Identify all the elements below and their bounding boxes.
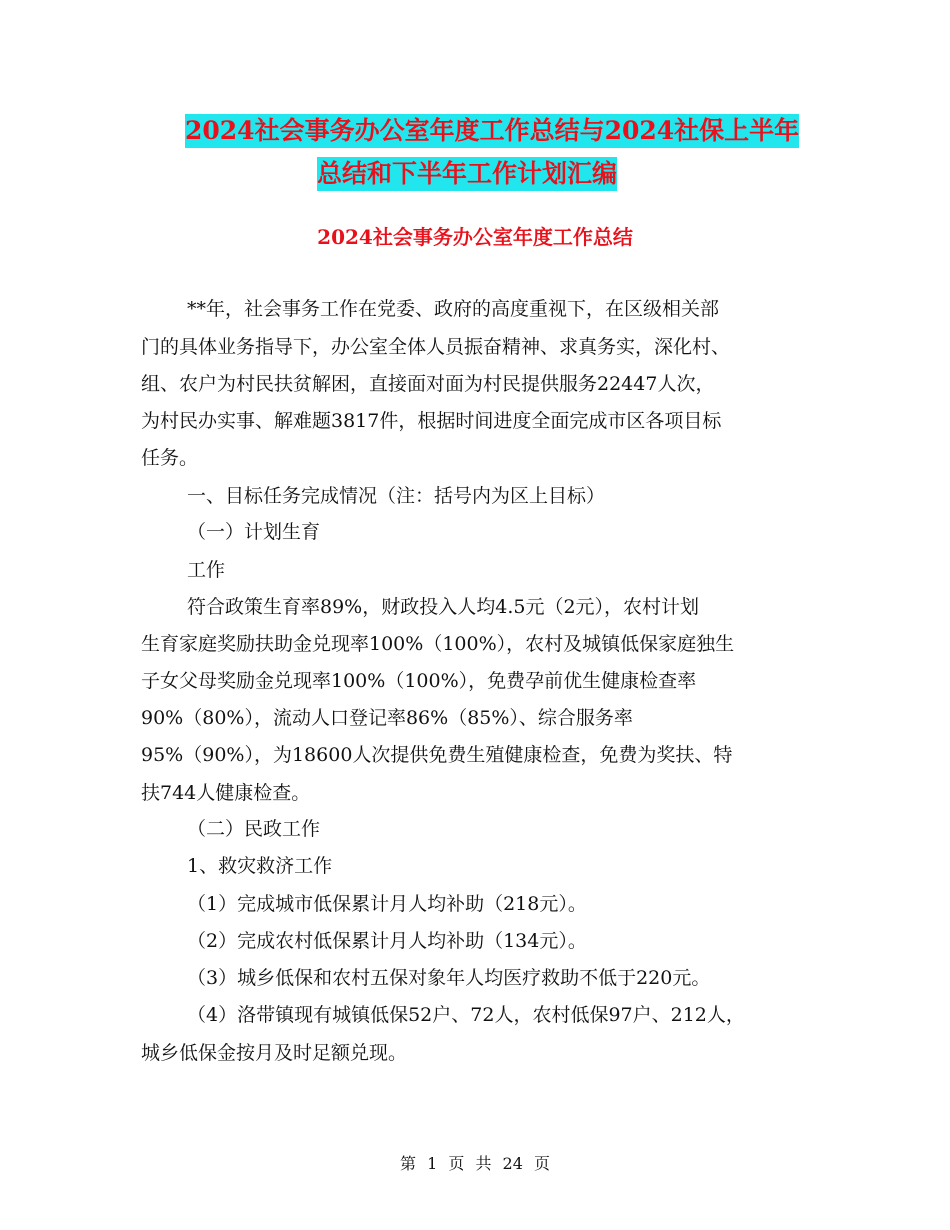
list-item: （3）城乡低保和农村五保对象年人均医疗救助不低于220元。 — [187, 967, 711, 989]
body-line: 扶744人健康检查。 — [141, 782, 311, 804]
body-line: 生育家庭奖励扶助金兑现率100%（100%），农村及城镇低保家庭独生 — [141, 633, 735, 655]
body-line: 工作 — [187, 559, 226, 581]
list-item: （2）完成农村低保累计月人均补助（134元）。 — [187, 930, 587, 952]
body-line: 门的具体业务指导下，办公室全体人员振奋精神、求真务实，深化村、 — [141, 336, 731, 358]
body-line: 子女父母奖励金兑现率100%（100%），免费孕前优生健康检查率 — [141, 670, 697, 692]
list-item: （4）洛带镇现有城镇低保52户、72人，农村低保97户、212人， — [187, 1004, 745, 1026]
body-line: **年，社会事务工作在党委、政府的高度重视下，在区级相关部 — [187, 298, 720, 320]
body-line: 组、农户为村民扶贫解困，直接面对面为村民提供服务22447人次， — [141, 373, 715, 395]
heading-disaster-relief: 1、救灾救济工作 — [187, 855, 333, 877]
page-footer: 第 1 页 共 24 页 — [400, 1154, 550, 1173]
list-item: （1）完成城市低保累计月人均补助（218元）。 — [187, 893, 587, 915]
body-line: 95%（90%），为18600人次提供免费生殖健康检查，免费为奖扶、特 — [141, 744, 733, 766]
body-line: 符合政策生育率89%，财政投入人均4.5元（2元），农村计划 — [187, 596, 700, 618]
heading-family-planning: （一）计划生育 — [187, 521, 321, 543]
main-title-line-1: 2024社会事务办公室年度工作总结与2024社保上半年 — [185, 114, 799, 148]
heading-civil-affairs: （二）民政工作 — [187, 818, 321, 840]
heading-goals: 一、目标任务完成情况（注：括号内为区上目标） — [187, 485, 606, 507]
body-line: 90%（80%），流动人口登记率86%（85%）、综合服务率 — [141, 707, 633, 729]
section-title: 2024社会事务办公室年度工作总结 — [317, 225, 633, 249]
body-line: 任务。 — [141, 447, 199, 469]
main-title-line-2: 总结和下半年工作计划汇编 — [317, 157, 617, 191]
body-line: 为村民办实事、解难题3817件，根据时间进度全面完成市区各项目标 — [141, 410, 722, 432]
body-line: 城乡低保金按月及时足额兑现。 — [141, 1042, 408, 1064]
